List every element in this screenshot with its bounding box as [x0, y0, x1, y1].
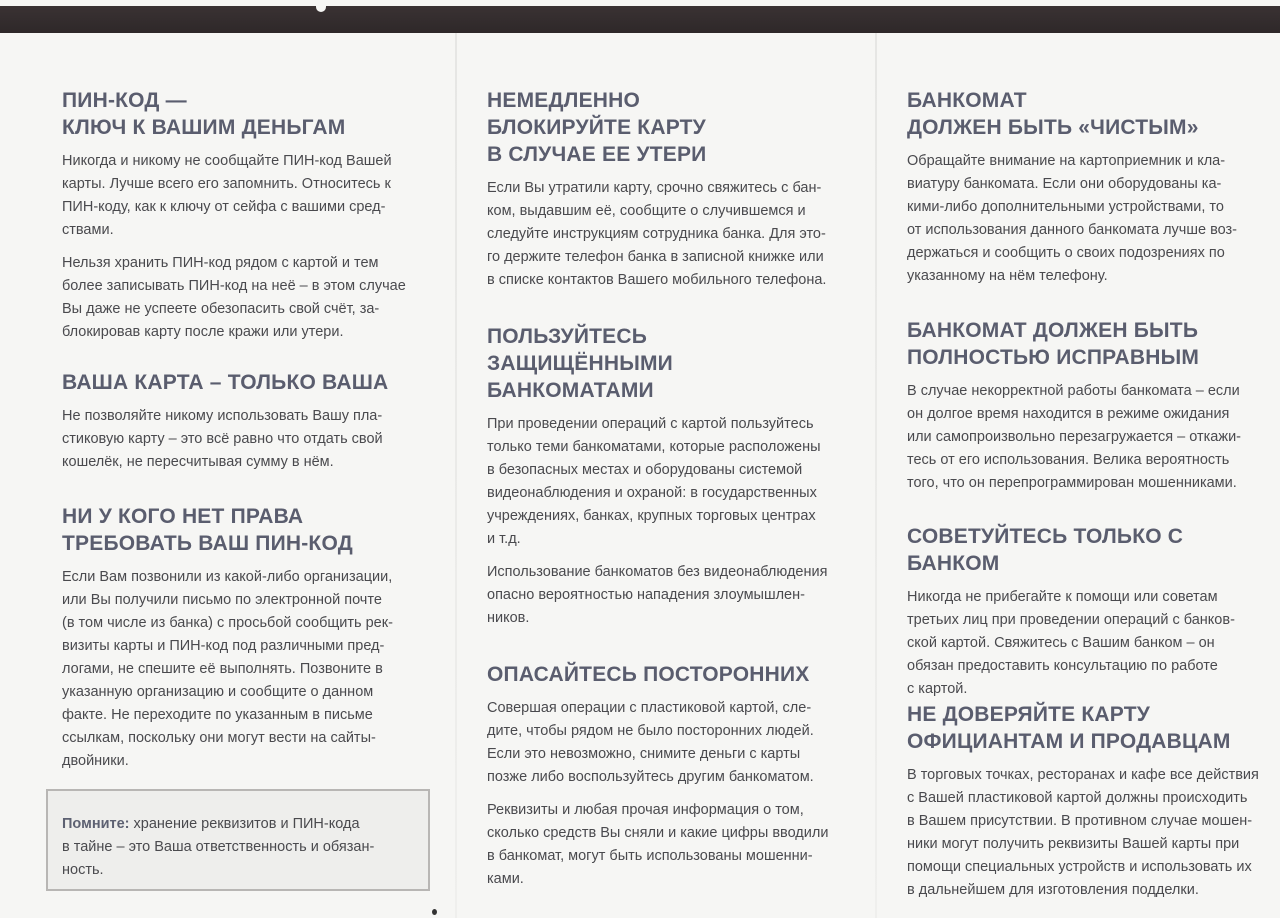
section-title: БАНКОМАТ ДОЛЖЕН БЫТЬ «ЧИСТЫМ»	[907, 89, 1199, 139]
paragraph: Обращайте внимание на картоприемник и кла- виатуру банкомата. Если они оборудованы ка- кими-либо дополнительными устройствами, то от использования данного банкомата лучше воз- держаться и сообщить о своих подозрениях по указанному на нём телефону.	[907, 153, 1237, 284]
section-title: ВАША КАРТА – ТОЛЬКО ВАША	[62, 371, 389, 394]
section-waiters-sellers	[907, 701, 1265, 902]
reminder-text: Помните: хранение реквизитов и ПИН-кода в тайне – это Ваша ответственность и обязан- ность.	[62, 816, 375, 878]
ink-speck	[432, 909, 437, 915]
section-protected-atms	[487, 323, 843, 630]
section-title: НЕМЕДЛЕННО БЛОКИРУЙТЕ КАРТУ В СЛУЧАЕ ЕЕ УТЕРИ	[487, 89, 707, 166]
paragraph: Никогда и никому не сообщайте ПИН-код Вашей карты. Лучше всего его запомнить. Относитесь к ПИН-коду, как к ключу от сейфа с вашими сред- ствами.	[62, 153, 392, 238]
paragraph: При проведении операций с картой пользуйтесь только теми банкоматами, которые расположены в безопасных местах и оборудованы системой видеонаблюдения и охраной: в государственных учреждениях, банках, крупных торговых центрах и т.д.	[487, 416, 821, 547]
section-pin-key	[62, 87, 422, 344]
paragraph: Если Вам позвонили из какой-либо организации, или Вы получили письмо по электронной почте (в том числе из банка) с просьбой сообщить рек- визиты карты и ПИН-код под различными пред- логами, не спешите её выполнять. Позвоните в указанную организацию и сообщите о данном факте. Не переходите по указанным в письме ссылкам, поскольку они могут вести на сайты- двойники.	[62, 569, 393, 769]
reminder-lead: Помните:	[62, 816, 130, 832]
fold-line	[875, 33, 877, 918]
paragraph: Никогда не прибегайте к помощи или советам третьих лиц при проведении операций с банков- ской картой. Свяжитесь с Вашим банком – он обязан предоставить консультацию по работе с картой.	[907, 589, 1235, 697]
section-title: БАНКОМАТ ДОЛЖЕН БЫТЬ ПОЛНОСТЬЮ ИСПРАВНЫМ	[907, 319, 1200, 369]
section-your-card	[62, 369, 422, 474]
scan-top-band	[0, 6, 1280, 33]
paragraph: Использование банкоматов без видеонаблюдения опасно вероятностью нападения злоумышлен- ников.	[487, 564, 828, 626]
section-no-right	[62, 503, 422, 773]
paragraph: Нельзя хранить ПИН-код рядом с картой и тем более записывать ПИН-код на неё – в этом случае Вы даже не успеете обезопасить свой счёт, за- блокировав карту после кражи или утери.	[62, 255, 406, 340]
fold-line	[455, 33, 457, 918]
section-consult-bank	[907, 523, 1265, 701]
band-notch	[316, 0, 326, 12]
section-title: ПОЛЬЗУЙТЕСЬ ЗАЩИЩЁННЫМИ БАНКОМАТАМИ	[487, 325, 673, 402]
section-beware-strangers	[487, 661, 843, 891]
paragraph: Не позволяйте никому использовать Вашу пла- стиковую карту – это всё равно что отдать свой кошелёк, не пересчитывая сумму в нём.	[62, 408, 383, 470]
section-title: СОВЕТУЙТЕСЬ ТОЛЬКО С БАНКОМ	[907, 525, 1184, 575]
paragraph: Реквизиты и любая прочая информация о том, сколько средств Вы сняли и какие цифры вводили в банкомат, могут быть использованы мошенни- ками.	[487, 802, 829, 887]
section-title: ПИН-КОД — КЛЮЧ К ВАШИМ ДЕНЬГАМ	[62, 89, 346, 139]
leaflet-page	[0, 33, 1280, 918]
section-title: НЕ ДОВЕРЯЙТЕ КАРТУ ОФИЦИАНТАМ И ПРОДАВЦАМ	[907, 703, 1231, 753]
section-title: ОПАСАЙТЕСЬ ПОСТОРОННИХ	[487, 663, 810, 686]
section-title: НИ У КОГО НЕТ ПРАВА ТРЕБОВАТЬ ВАШ ПИН-КОД	[62, 505, 353, 555]
paragraph: В торговых точках, ресторанах и кафе все действия с Вашей пластиковой картой должны происходить в Вашем присутствии. В противном случае мошен- ники могут получить реквизиты Вашей карты при помощи специальных устройств и использовать их в дальнейшем для изготовления подделки.	[907, 767, 1259, 898]
paragraph: В случае некорректной работы банкомата – если он долгое время находится в режиме ожидания или самопроизвольно перезагружается – откажи- тесь от его использования. Велика вероятность того, что он перепрограммирован мошенниками.	[907, 383, 1241, 491]
paragraph: Совершая операции с пластиковой картой, сле- дите, чтобы рядом не было посторонних людей. Если это невозможно, снимите деньги с карты позже либо воспользуйтесь другим банкоматом.	[487, 700, 814, 785]
section-block-card	[487, 87, 843, 292]
section-working-atm	[907, 317, 1265, 495]
section-clean-atm	[907, 87, 1265, 288]
reminder-box	[46, 789, 430, 891]
paragraph: Если Вы утратили карту, срочно свяжитесь с бан- ком, выдавшим её, сообщите о случившемся и следуйте инструкциям сотрудника банка. Для это- го держите телефон банка в записной книжке или в списке контактов Вашего мобильного телефона.	[487, 180, 827, 288]
